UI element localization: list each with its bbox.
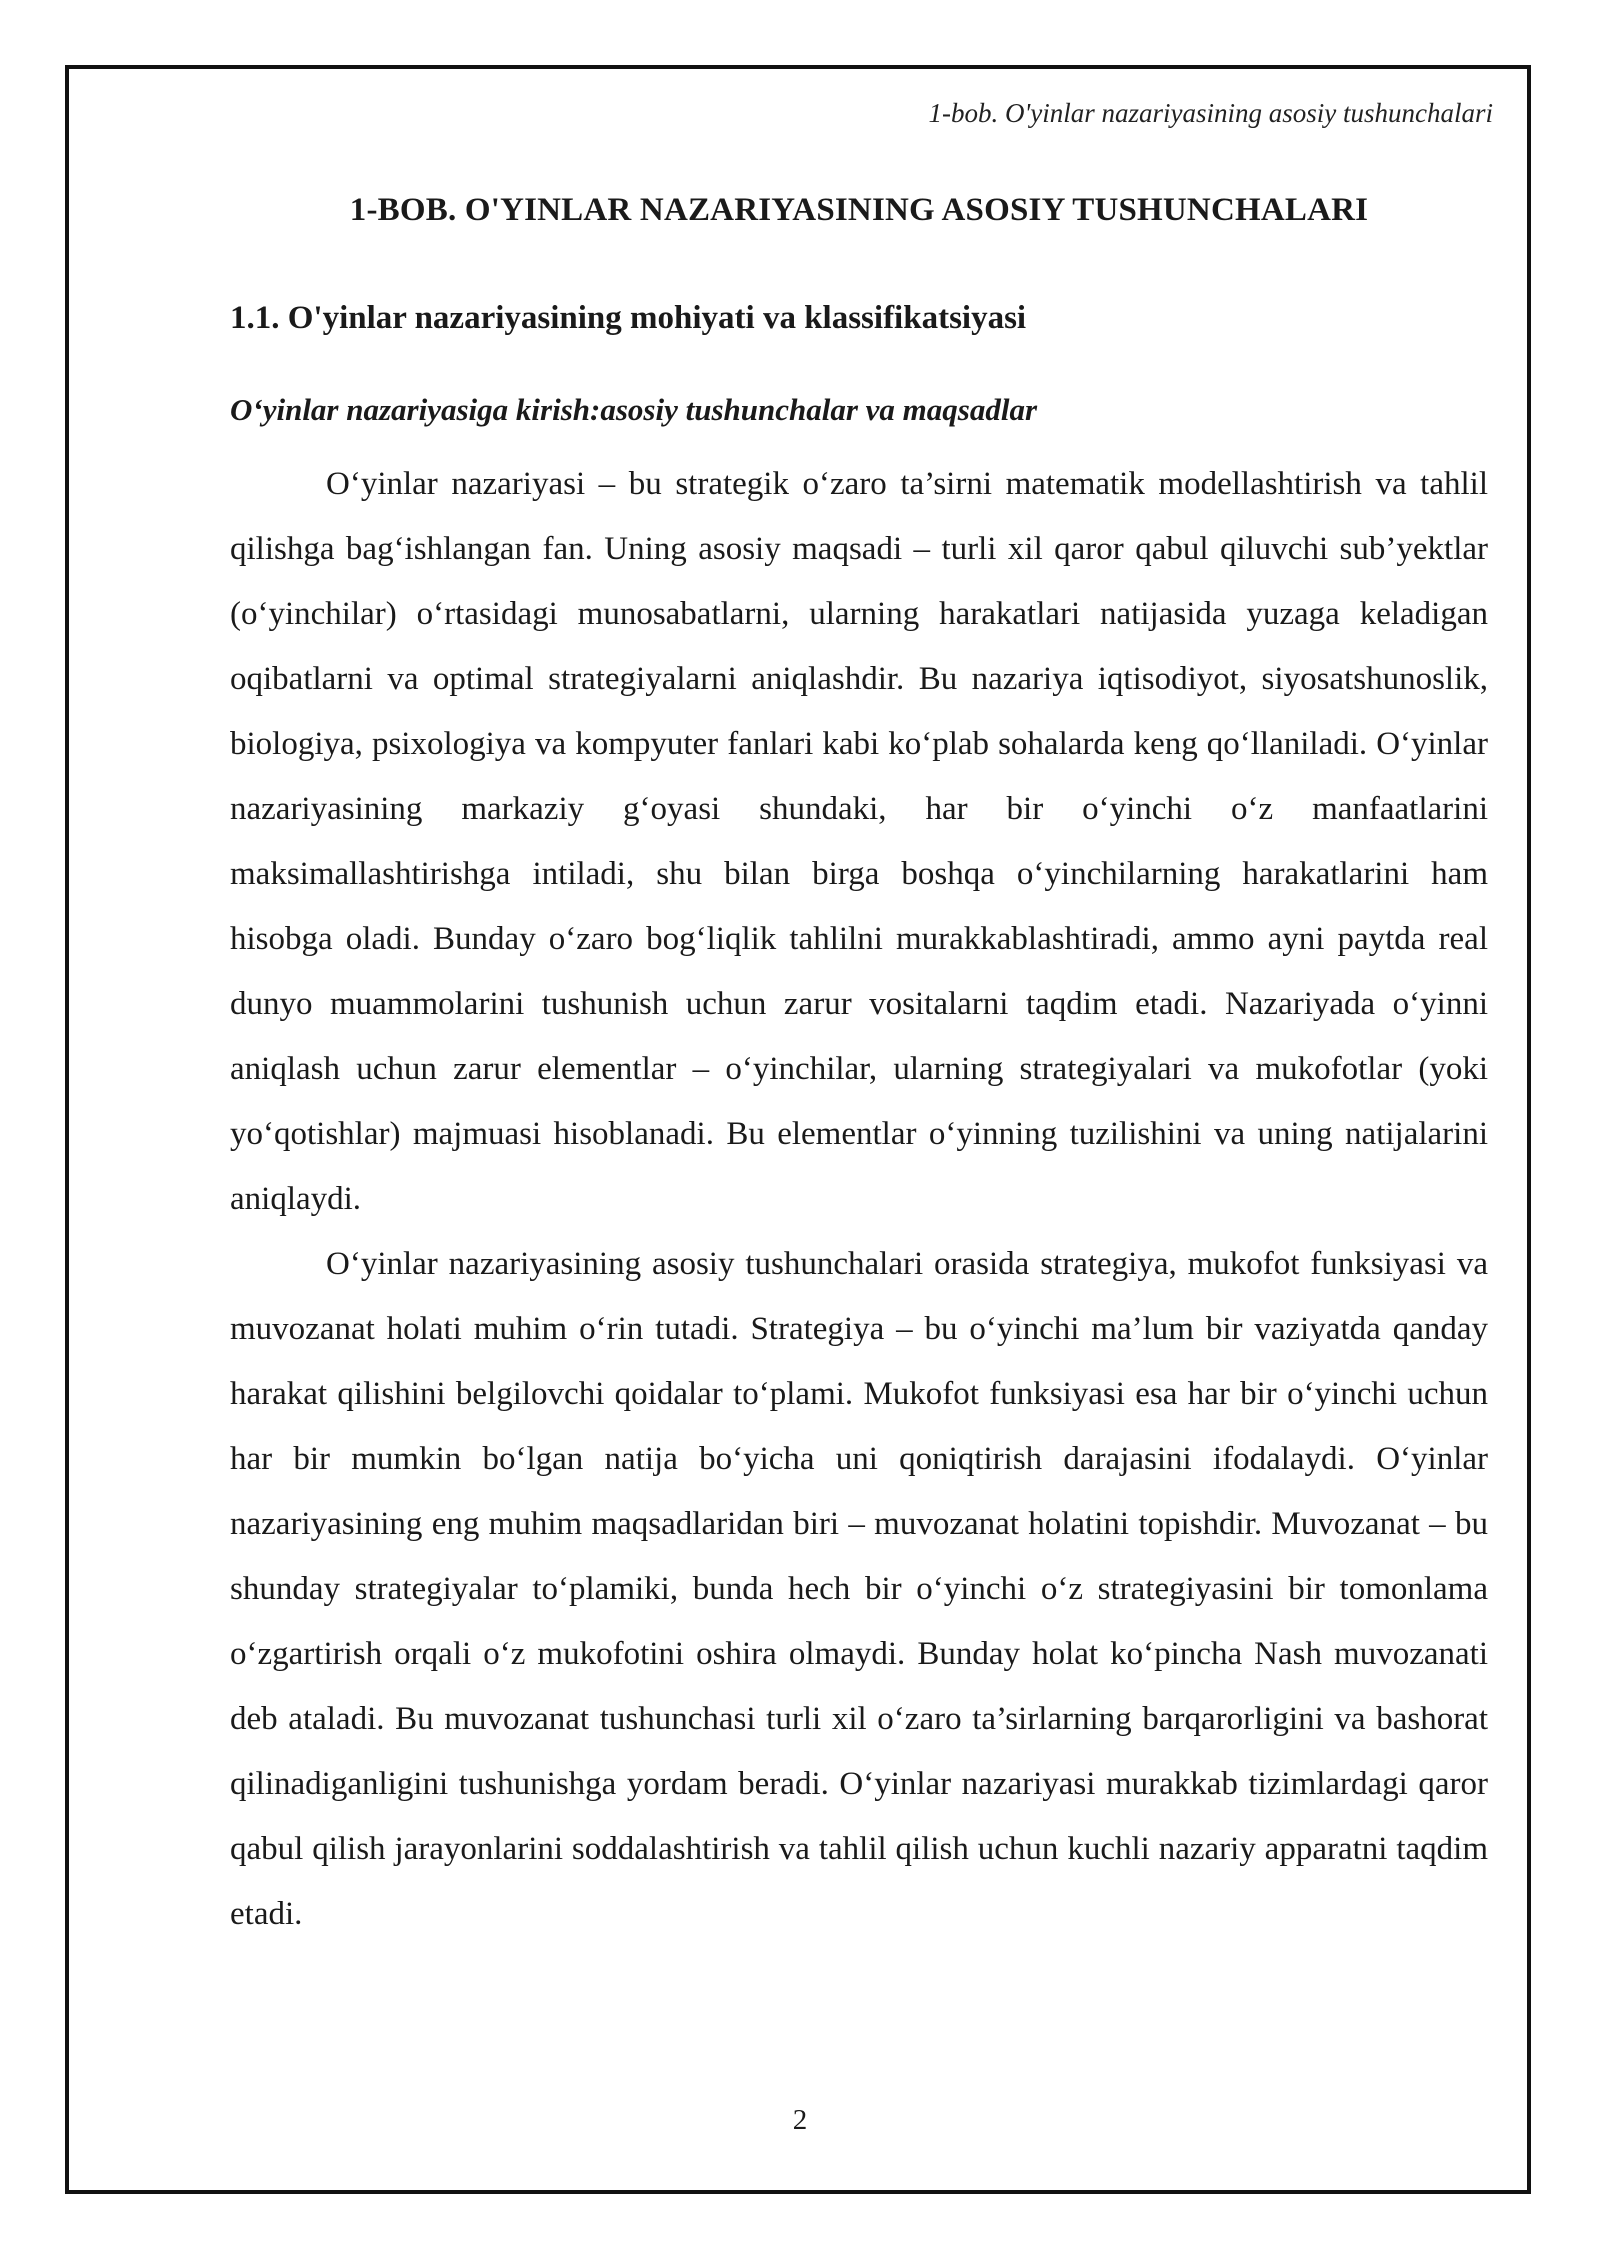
chapter-title: 1-BOB. O'YINLAR NAZARIYASINING ASOSIY TUSHUNCHALARI	[349, 192, 1369, 228]
page-number: 2	[792, 2104, 808, 2136]
subsection-title: O‘yinlar nazariyasiga kirish:asosiy tushunchalar va maqsadlar	[230, 392, 1038, 427]
body-text	[230, 452, 1488, 1947]
paragraph-2: O‘yinlar nazariyasining asosiy tushunchalari orasida strategiya, mukofot funksiyasi va muvozanat holati muhim o‘rin tutadi. Strategiya – bu o‘yinchi ma’lum bir vaziyatda qanday harakat qilishini belgilovchi qoidalar to‘plami. Mukofot funksiyasi esa har bir o‘yinchi uchun har bir mumkin bo‘lgan natija bo‘yicha uni qoniqtirish darajasini ifodalaydi. O‘yinlar nazariyasining eng muhim maqsadlaridan biri – muvozanat holatini topishdir. Muvozanat – bu shunday strategiyalar to‘plamiki, bunda hech bir o‘yinchi o‘z strategiyasini bir tomonlama o‘zgartirish orqali o‘z mukofotini oshira olmaydi. Bunday holat ko‘pincha Nash muvozanati deb ataladi. Bu muvozanat tushunchasi turli xil o‘zaro ta’sirlarning barqarorligini va bashorat qilinadiganligini tushunishga yordam beradi. O‘yinlar nazariyasi murakkab tizimlardagi qaror qabul qilish jarayonlarini soddalashtirish va tahlil qilish uchun kuchli nazariy apparatni taqdim etadi.	[230, 1246, 1488, 1932]
section-title: 1.1. O'yinlar nazariyasining mohiyati va klassifikatsiyasi	[230, 300, 1027, 336]
paragraph-1: O‘yinlar nazariyasi – bu strategik o‘zaro ta’sirni matematik modellashtirish va tahlil qilishga bag‘ishlangan fan. Uning asosiy maqsadi – turli xil qaror qabul qiluvchi sub’yektlar (o‘yinchilar) o‘rtasidagi munosabatlarni, ularning harakatlari natijasida yuzaga keladigan oqibatlarni va optimal strategiyalarni aniqlashdir. Bu nazariya iqtisodiyot, siyosatshunoslik, biologiya, psixologiya va kompyuter fanlari kabi ko‘plab sohalarda keng qo‘llaniladi. O‘yinlar nazariyasining markaziy g‘oyasi shundaki, har bir o‘yinchi o‘z manfaatlarini maksimallashtirishga intiladi, shu bilan birga boshqa o‘yinchilarning harakatlarini ham hisobga oladi. Bunday o‘zaro bog‘liqlik tahlilni murakkablashtiradi, ammo ayni paytda real dunyo muammolarini tushunish uchun zarur vositalarni taqdim etadi. Nazariyada o‘yinni aniqlash uchun zarur elementlar – o‘yinchilar, ularning strategiyalari va mukofotlar (yoki yo‘qotishlar) majmuasi hisoblanadi. Bu elementlar o‘yinning tuzilishini va uning natijalarini aniqlaydi.	[230, 466, 1488, 1217]
running-header: 1-bob. O'yinlar nazariyasining asosiy tushunchalari	[928, 98, 1493, 128]
